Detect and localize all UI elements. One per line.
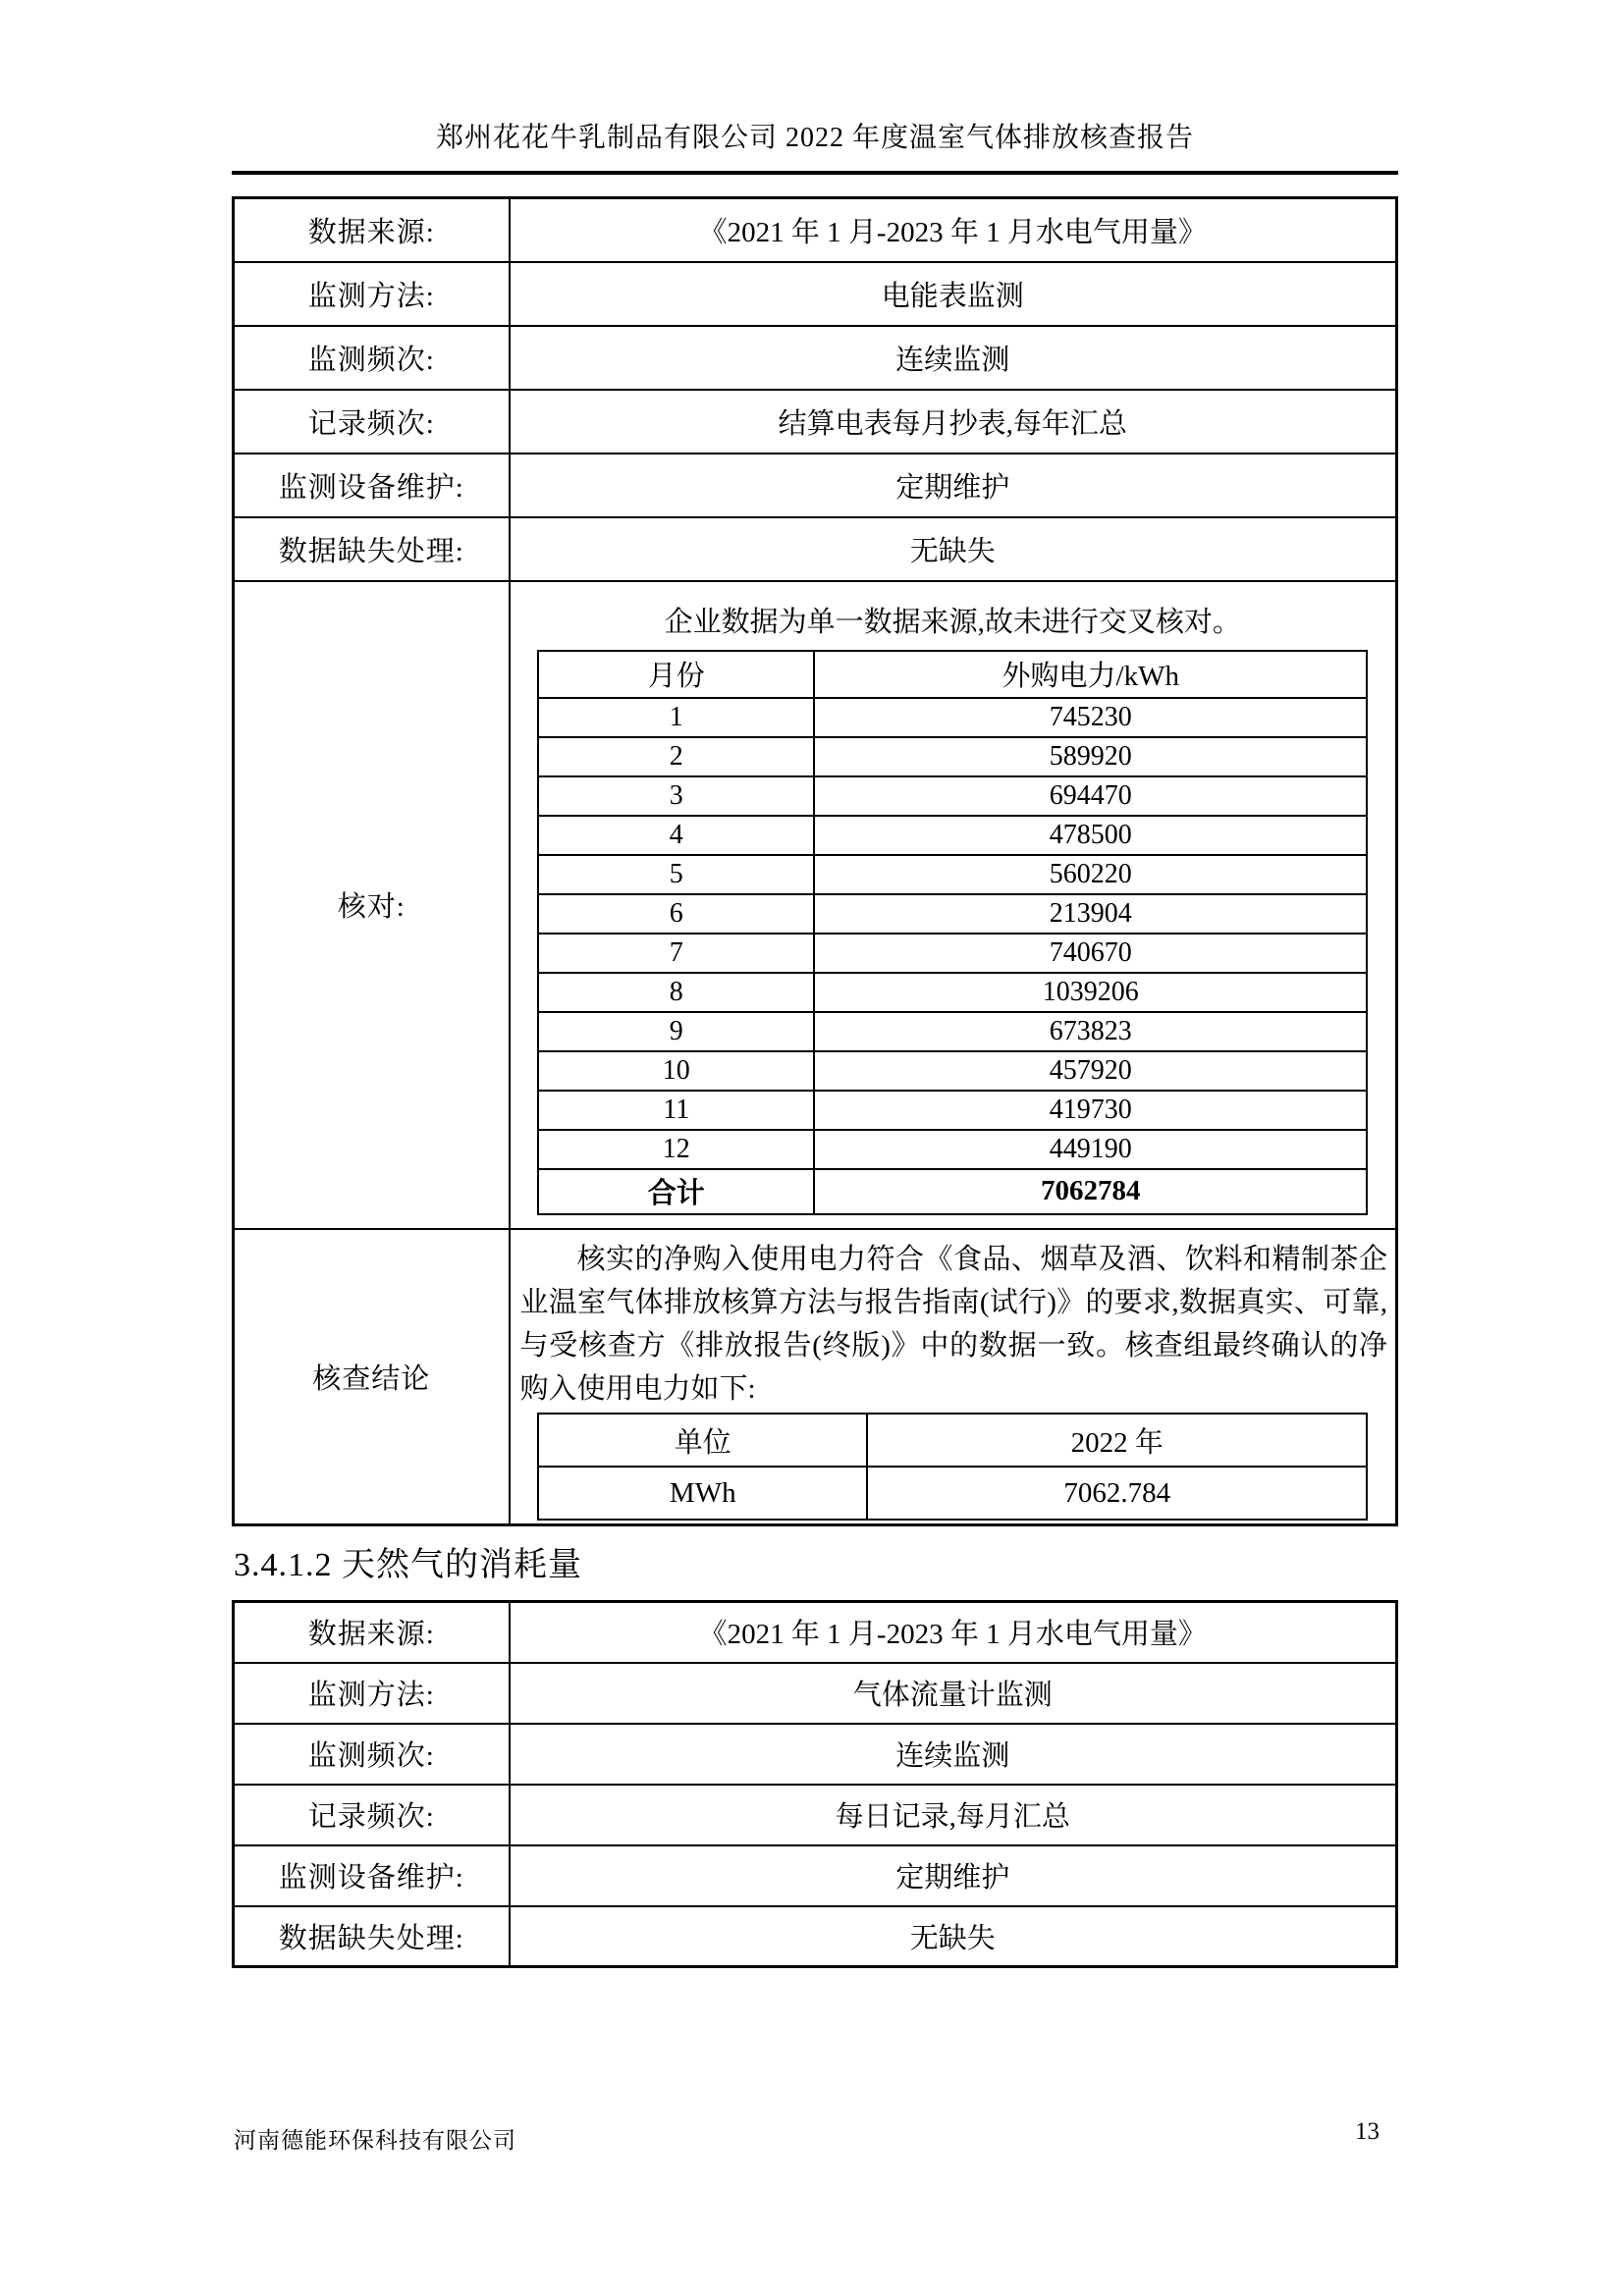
row-label: 监测设备维护: bbox=[234, 1845, 510, 1906]
kwh-cell: 449190 bbox=[814, 1130, 1367, 1169]
monthly-row bbox=[538, 894, 1367, 934]
month-cell: 9 bbox=[538, 1012, 814, 1051]
table-row bbox=[234, 517, 1397, 581]
monthly-row bbox=[538, 934, 1367, 973]
monthly-table-header-row bbox=[538, 651, 1367, 698]
conclusion-row-label: 核查结论 bbox=[234, 1229, 510, 1525]
table-row bbox=[234, 262, 1397, 326]
row-value: 电能表监测 bbox=[510, 262, 1397, 326]
monthly-electricity-table bbox=[537, 650, 1368, 1215]
table-row bbox=[234, 390, 1397, 454]
kwh-cell: 457920 bbox=[814, 1051, 1367, 1091]
monthly-row bbox=[538, 698, 1367, 737]
summary-header-row bbox=[538, 1414, 1367, 1467]
year-column-header: 2022 年 bbox=[867, 1414, 1367, 1467]
row-label: 监测频次: bbox=[234, 326, 510, 390]
monthly-row bbox=[538, 1012, 1367, 1051]
verified-electricity-summary-table bbox=[537, 1413, 1368, 1521]
kwh-cell: 419730 bbox=[814, 1091, 1367, 1130]
monthly-total-row bbox=[538, 1169, 1367, 1214]
kwh-cell: 745230 bbox=[814, 698, 1367, 737]
table-row bbox=[234, 1602, 1397, 1663]
kwh-cell: 560220 bbox=[814, 855, 1367, 894]
conclusion-paragraph: 核实的净购入使用电力符合《食品、烟草及酒、饮料和精制茶企业温室气体排放核算方法与报告指南(试行)》的要求,数据真实、可靠,与受核查方《排放报告(终版)》中的数据一致。核查组最终确认的净购入使用电力如下: bbox=[519, 1244, 1387, 1406]
table-row bbox=[234, 198, 1397, 262]
table-row bbox=[234, 1785, 1397, 1845]
row-label: 监测设备维护: bbox=[234, 454, 510, 517]
kwh-cell: 673823 bbox=[814, 1012, 1367, 1051]
total-value-cell: 7062784 bbox=[814, 1169, 1367, 1214]
month-cell: 5 bbox=[538, 855, 814, 894]
footer-company-name: 河南德能环保科技有限公司 bbox=[234, 2128, 516, 2153]
row-value: 《2021 年 1 月-2023 年 1 月水电气用量》 bbox=[510, 1602, 1397, 1663]
kwh-cell: 589920 bbox=[814, 737, 1367, 776]
table-row bbox=[234, 326, 1397, 390]
month-cell: 2 bbox=[538, 737, 814, 776]
page-header-title: 郑州花花牛乳制品有限公司 2022 年度温室气体排放核查报告 bbox=[435, 123, 1194, 153]
check-row-label: 核对: bbox=[234, 581, 510, 1229]
monthly-row bbox=[538, 973, 1367, 1012]
row-value: 定期维护 bbox=[510, 454, 1397, 517]
month-cell: 1 bbox=[538, 698, 814, 737]
table-row bbox=[234, 454, 1397, 517]
conclusion-row bbox=[234, 1229, 1397, 1525]
section-heading: 3.4.1.2 天然气的消耗量 bbox=[234, 1547, 582, 1583]
row-label: 数据缺失处理: bbox=[234, 517, 510, 581]
row-label: 数据来源: bbox=[234, 1602, 510, 1663]
month-cell: 12 bbox=[538, 1130, 814, 1169]
month-cell: 10 bbox=[538, 1051, 814, 1091]
monthly-row bbox=[538, 737, 1367, 776]
month-cell: 11 bbox=[538, 1091, 814, 1130]
kwh-column-header: 外购电力/kWh bbox=[814, 651, 1367, 698]
value-cell: 7062.784 bbox=[867, 1467, 1367, 1520]
unit-cell: MWh bbox=[538, 1467, 867, 1520]
monthly-row bbox=[538, 855, 1367, 894]
monthly-row bbox=[538, 816, 1367, 855]
row-value: 无缺失 bbox=[510, 1906, 1397, 1967]
row-value: 无缺失 bbox=[510, 517, 1397, 581]
kwh-cell: 740670 bbox=[814, 934, 1367, 973]
monthly-row bbox=[538, 1051, 1367, 1091]
row-value: 连续监测 bbox=[510, 326, 1397, 390]
footer-page-number: 13 bbox=[1355, 2118, 1380, 2145]
check-row-content bbox=[510, 581, 1397, 1229]
month-cell: 7 bbox=[538, 934, 814, 973]
electricity-monitoring-table bbox=[232, 196, 1398, 1526]
table-row bbox=[234, 1663, 1397, 1724]
row-label: 监测方法: bbox=[234, 1663, 510, 1724]
row-value: 连续监测 bbox=[510, 1724, 1397, 1785]
month-cell: 8 bbox=[538, 973, 814, 1012]
row-value: 《2021 年 1 月-2023 年 1 月水电气用量》 bbox=[510, 198, 1397, 262]
table-row bbox=[234, 1845, 1397, 1906]
row-label: 记录频次: bbox=[234, 1785, 510, 1845]
row-label: 记录频次: bbox=[234, 390, 510, 454]
month-column-header: 月份 bbox=[538, 651, 814, 698]
total-label-cell: 合计 bbox=[538, 1169, 814, 1214]
natural-gas-monitoring-table bbox=[232, 1600, 1398, 1968]
kwh-cell: 1039206 bbox=[814, 973, 1367, 1012]
row-value: 定期维护 bbox=[510, 1845, 1397, 1906]
monthly-row bbox=[538, 1130, 1367, 1169]
row-label: 监测方法: bbox=[234, 262, 510, 326]
table-row bbox=[234, 1906, 1397, 1967]
kwh-cell: 213904 bbox=[814, 894, 1367, 934]
conclusion-row-content bbox=[510, 1229, 1397, 1525]
row-label: 数据来源: bbox=[234, 198, 510, 262]
kwh-cell: 694470 bbox=[814, 776, 1367, 816]
monthly-row bbox=[538, 1091, 1367, 1130]
unit-column-header: 单位 bbox=[538, 1414, 867, 1467]
kwh-cell: 478500 bbox=[814, 816, 1367, 855]
check-row bbox=[234, 581, 1397, 1229]
month-cell: 6 bbox=[538, 894, 814, 934]
check-note: 企业数据为单一数据来源,故未进行交叉核对。 bbox=[664, 606, 1241, 638]
row-label: 数据缺失处理: bbox=[234, 1906, 510, 1967]
page-header bbox=[232, 116, 1398, 175]
month-cell: 4 bbox=[538, 816, 814, 855]
summary-value-row bbox=[538, 1467, 1367, 1520]
row-value: 气体流量计监测 bbox=[510, 1663, 1397, 1724]
row-value: 结算电表每月抄表,每年汇总 bbox=[510, 390, 1397, 454]
month-cell: 3 bbox=[538, 776, 814, 816]
row-value: 每日记录,每月汇总 bbox=[510, 1785, 1397, 1845]
table-row bbox=[234, 1724, 1397, 1785]
monthly-row bbox=[538, 776, 1367, 816]
row-label: 监测频次: bbox=[234, 1724, 510, 1785]
